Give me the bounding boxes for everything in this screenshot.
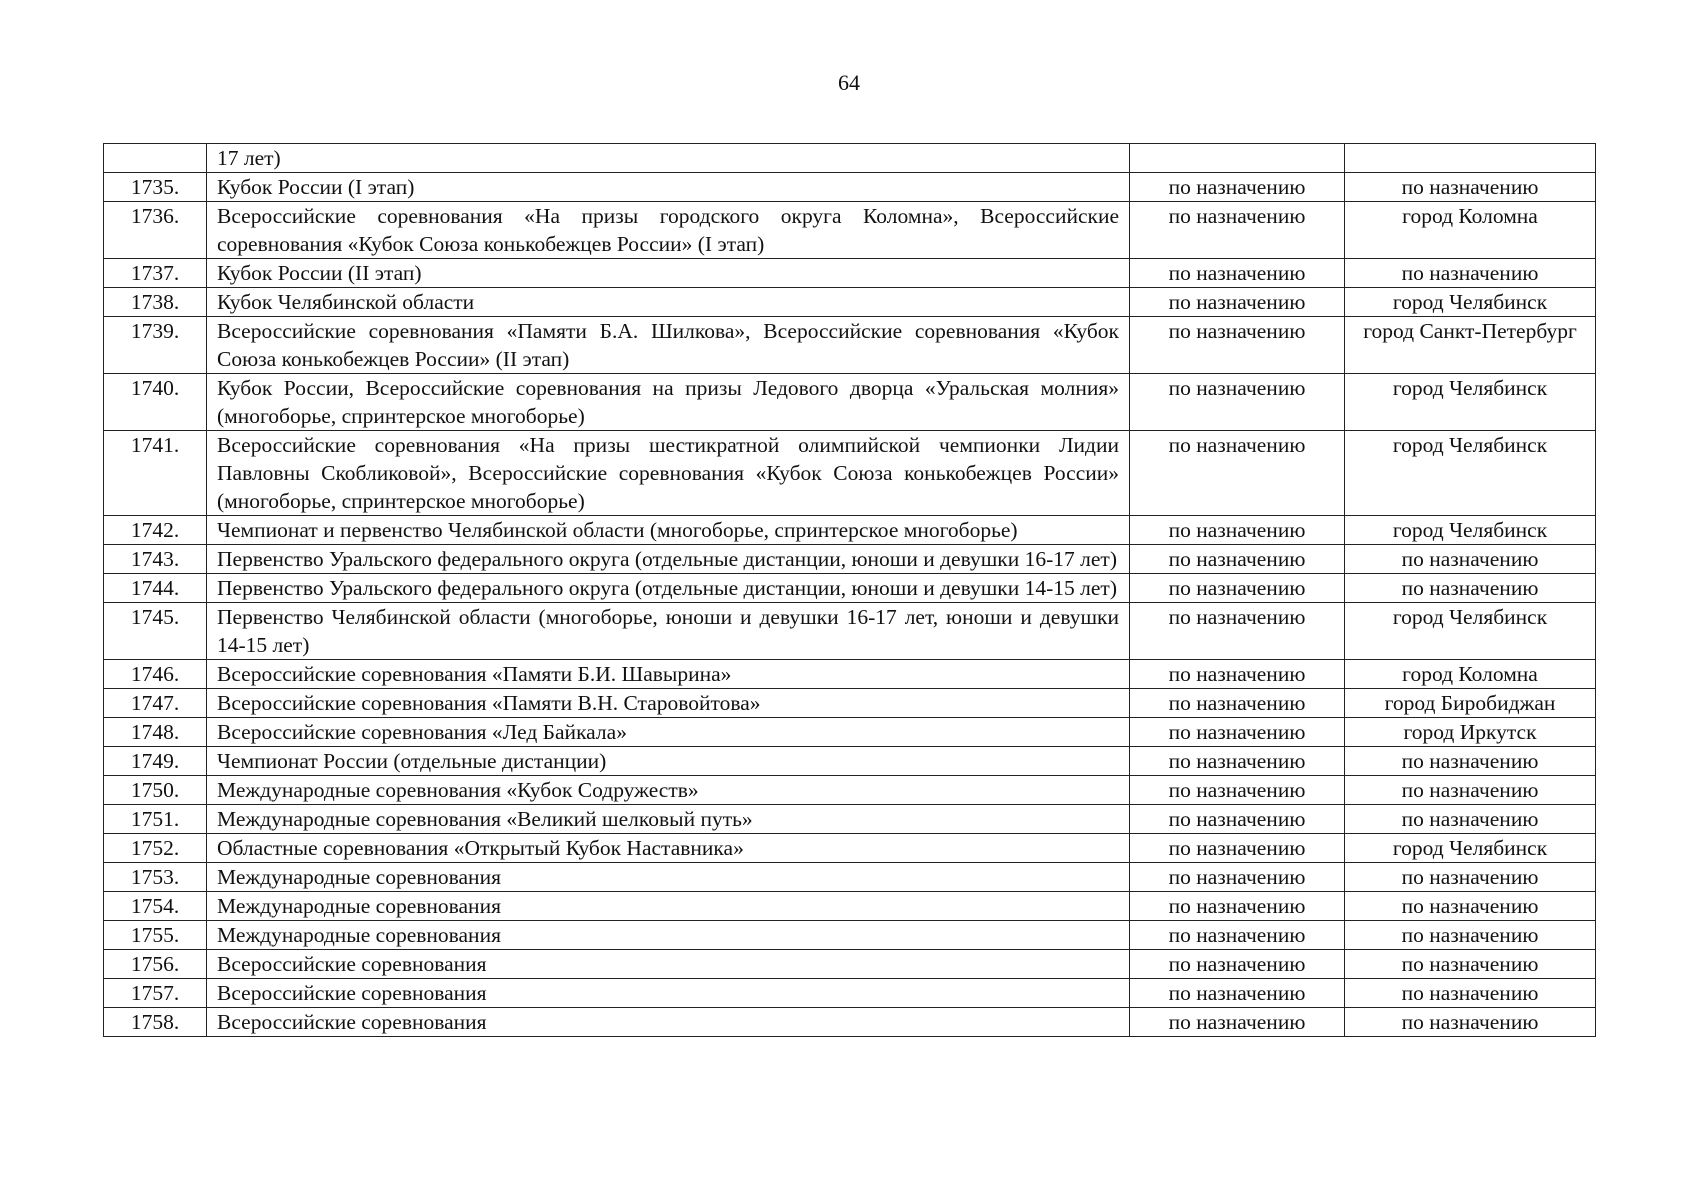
- row-number-cell: 1752.: [104, 834, 207, 863]
- event-place-cell: город Челябинск: [1345, 288, 1596, 317]
- event-place-cell: город Биробиджан: [1345, 689, 1596, 718]
- event-name-cell: Чемпионат и первенство Челябинской области (многоборье, спринтерское многоборье): [207, 516, 1130, 545]
- table-row: [104, 603, 1596, 660]
- event-name-cell: Кубок России (II этап): [207, 259, 1130, 288]
- row-number-cell: 1758.: [104, 1008, 207, 1037]
- event-name-cell: Кубок Челябинской области: [207, 288, 1130, 317]
- table-row: [104, 574, 1596, 603]
- table-row: [104, 921, 1596, 950]
- event-dates-cell: по назначению: [1130, 747, 1345, 776]
- table-row: [104, 431, 1596, 516]
- page-number: 64: [838, 70, 860, 95]
- event-name-cell: Кубок России (I этап): [207, 173, 1130, 202]
- event-place-cell: по назначению: [1345, 173, 1596, 202]
- event-dates-cell: по назначению: [1130, 545, 1345, 574]
- table-row: [104, 516, 1596, 545]
- event-name-cell: Первенство Уральского федерального округа (отдельные дистанции, юноши и девушки 14-15 лет): [207, 574, 1130, 603]
- events-table-body: [104, 144, 1596, 1037]
- event-place-cell: по назначению: [1345, 805, 1596, 834]
- event-dates-cell: по назначению: [1130, 202, 1345, 259]
- event-dates-cell: по назначению: [1130, 603, 1345, 660]
- table-row: [104, 834, 1596, 863]
- table-row: [104, 1008, 1596, 1037]
- event-name-cell: 17 лет): [207, 144, 1130, 173]
- table-row: [104, 718, 1596, 747]
- table-row: [104, 805, 1596, 834]
- event-place-cell: по назначению: [1345, 259, 1596, 288]
- row-number-cell: 1735.: [104, 173, 207, 202]
- event-dates-cell: по назначению: [1130, 374, 1345, 431]
- event-name-cell: Чемпионат России (отдельные дистанции): [207, 747, 1130, 776]
- event-name-cell: Всероссийские соревнования «На призы шестикратной олимпийской чемпионки Лидии Павловны Скобликовой», Всероссийские соревнования «Кубок Союза конькобежцев России» (многоборье, спринтерское многоборье): [207, 431, 1130, 516]
- event-dates-cell: [1130, 144, 1345, 173]
- event-dates-cell: по назначению: [1130, 660, 1345, 689]
- event-dates-cell: по назначению: [1130, 574, 1345, 603]
- event-place-cell: город Челябинск: [1345, 431, 1596, 516]
- event-name-cell: Всероссийские соревнования «Памяти Б.И. Шавырина»: [207, 660, 1130, 689]
- table-row: [104, 259, 1596, 288]
- row-number-cell: 1736.: [104, 202, 207, 259]
- event-dates-cell: по назначению: [1130, 834, 1345, 863]
- event-dates-cell: по назначению: [1130, 431, 1345, 516]
- row-number-cell: 1754.: [104, 892, 207, 921]
- event-name-cell: Кубок России, Всероссийские соревнования на призы Ледового дворца «Уральская молния» (многоборье, спринтерское многоборье): [207, 374, 1130, 431]
- event-place-cell: по назначению: [1345, 1008, 1596, 1037]
- table-row: [104, 892, 1596, 921]
- event-name-cell: Всероссийские соревнования «На призы городского округа Коломна», Всероссийские соревнования «Кубок Союза конькобежцев России» (I этап): [207, 202, 1130, 259]
- event-name-cell: Международные соревнования «Кубок Содружеств»: [207, 776, 1130, 805]
- table-row: [104, 288, 1596, 317]
- row-number-cell: 1751.: [104, 805, 207, 834]
- event-place-cell: по назначению: [1345, 863, 1596, 892]
- event-name-cell: Международные соревнования: [207, 921, 1130, 950]
- event-place-cell: по назначению: [1345, 574, 1596, 603]
- table-row: [104, 950, 1596, 979]
- event-place-cell: по назначению: [1345, 921, 1596, 950]
- table-row: [104, 660, 1596, 689]
- event-place-cell: по назначению: [1345, 979, 1596, 1008]
- event-place-cell: город Коломна: [1345, 660, 1596, 689]
- event-dates-cell: по назначению: [1130, 950, 1345, 979]
- event-place-cell: город Коломна: [1345, 202, 1596, 259]
- event-name-cell: Всероссийские соревнования «Памяти Б.А. Шилкова», Всероссийские соревнования «Кубок Союза конькобежцев России» (II этап): [207, 317, 1130, 374]
- event-name-cell: Всероссийские соревнования «Памяти В.Н. Старовойтова»: [207, 689, 1130, 718]
- event-place-cell: город Санкт-Петербург: [1345, 317, 1596, 374]
- table-row: [104, 545, 1596, 574]
- table-row: [104, 979, 1596, 1008]
- row-number-cell: 1746.: [104, 660, 207, 689]
- event-name-cell: Всероссийские соревнования: [207, 1008, 1130, 1037]
- table-row: [104, 144, 1596, 173]
- row-number-cell: 1741.: [104, 431, 207, 516]
- table-row: [104, 202, 1596, 259]
- row-number-cell: 1738.: [104, 288, 207, 317]
- row-number-cell: 1757.: [104, 979, 207, 1008]
- event-name-cell: Первенство Челябинской области (многоборье, юноши и девушки 16-17 лет, юноши и девушки 14-15 лет): [207, 603, 1130, 660]
- event-dates-cell: по назначению: [1130, 805, 1345, 834]
- event-dates-cell: по назначению: [1130, 259, 1345, 288]
- event-place-cell: по назначению: [1345, 950, 1596, 979]
- table-row: [104, 863, 1596, 892]
- event-place-cell: по назначению: [1345, 892, 1596, 921]
- event-place-cell: город Челябинск: [1345, 374, 1596, 431]
- event-place-cell: город Иркутск: [1345, 718, 1596, 747]
- event-dates-cell: по назначению: [1130, 317, 1345, 374]
- row-number-cell: 1749.: [104, 747, 207, 776]
- event-name-cell: Международные соревнования: [207, 863, 1130, 892]
- row-number-cell: 1739.: [104, 317, 207, 374]
- event-dates-cell: по назначению: [1130, 288, 1345, 317]
- event-name-cell: Первенство Уральского федерального округа (отдельные дистанции, юноши и девушки 16-17 лет): [207, 545, 1130, 574]
- event-dates-cell: по назначению: [1130, 1008, 1345, 1037]
- event-dates-cell: по назначению: [1130, 516, 1345, 545]
- event-place-cell: по назначению: [1345, 545, 1596, 574]
- event-name-cell: Международные соревнования: [207, 892, 1130, 921]
- row-number-cell: [104, 144, 207, 173]
- event-name-cell: Международные соревнования «Великий шелковый путь»: [207, 805, 1130, 834]
- table-row: [104, 173, 1596, 202]
- event-name-cell: Всероссийские соревнования: [207, 979, 1130, 1008]
- event-place-cell: город Челябинск: [1345, 834, 1596, 863]
- row-number-cell: 1750.: [104, 776, 207, 805]
- row-number-cell: 1747.: [104, 689, 207, 718]
- table-row: [104, 374, 1596, 431]
- row-number-cell: 1742.: [104, 516, 207, 545]
- event-dates-cell: по назначению: [1130, 892, 1345, 921]
- event-place-cell: [1345, 144, 1596, 173]
- row-number-cell: 1755.: [104, 921, 207, 950]
- event-place-cell: город Челябинск: [1345, 603, 1596, 660]
- event-place-cell: по назначению: [1345, 776, 1596, 805]
- event-dates-cell: по назначению: [1130, 689, 1345, 718]
- event-dates-cell: по назначению: [1130, 173, 1345, 202]
- row-number-cell: 1748.: [104, 718, 207, 747]
- table-row: [104, 776, 1596, 805]
- event-dates-cell: по назначению: [1130, 863, 1345, 892]
- event-dates-cell: по назначению: [1130, 979, 1345, 1008]
- row-number-cell: 1743.: [104, 545, 207, 574]
- events-table: [103, 143, 1596, 1037]
- table-row: [104, 689, 1596, 718]
- event-dates-cell: по назначению: [1130, 776, 1345, 805]
- row-number-cell: 1753.: [104, 863, 207, 892]
- event-place-cell: город Челябинск: [1345, 516, 1596, 545]
- event-dates-cell: по назначению: [1130, 718, 1345, 747]
- row-number-cell: 1756.: [104, 950, 207, 979]
- table-row: [104, 317, 1596, 374]
- event-dates-cell: по назначению: [1130, 921, 1345, 950]
- event-name-cell: Всероссийские соревнования: [207, 950, 1130, 979]
- event-name-cell: Всероссийские соревнования «Лед Байкала»: [207, 718, 1130, 747]
- event-name-cell: Областные соревнования «Открытый Кубок Наставника»: [207, 834, 1130, 863]
- row-number-cell: 1745.: [104, 603, 207, 660]
- table-row: [104, 747, 1596, 776]
- row-number-cell: 1744.: [104, 574, 207, 603]
- row-number-cell: 1737.: [104, 259, 207, 288]
- event-place-cell: по назначению: [1345, 747, 1596, 776]
- row-number-cell: 1740.: [104, 374, 207, 431]
